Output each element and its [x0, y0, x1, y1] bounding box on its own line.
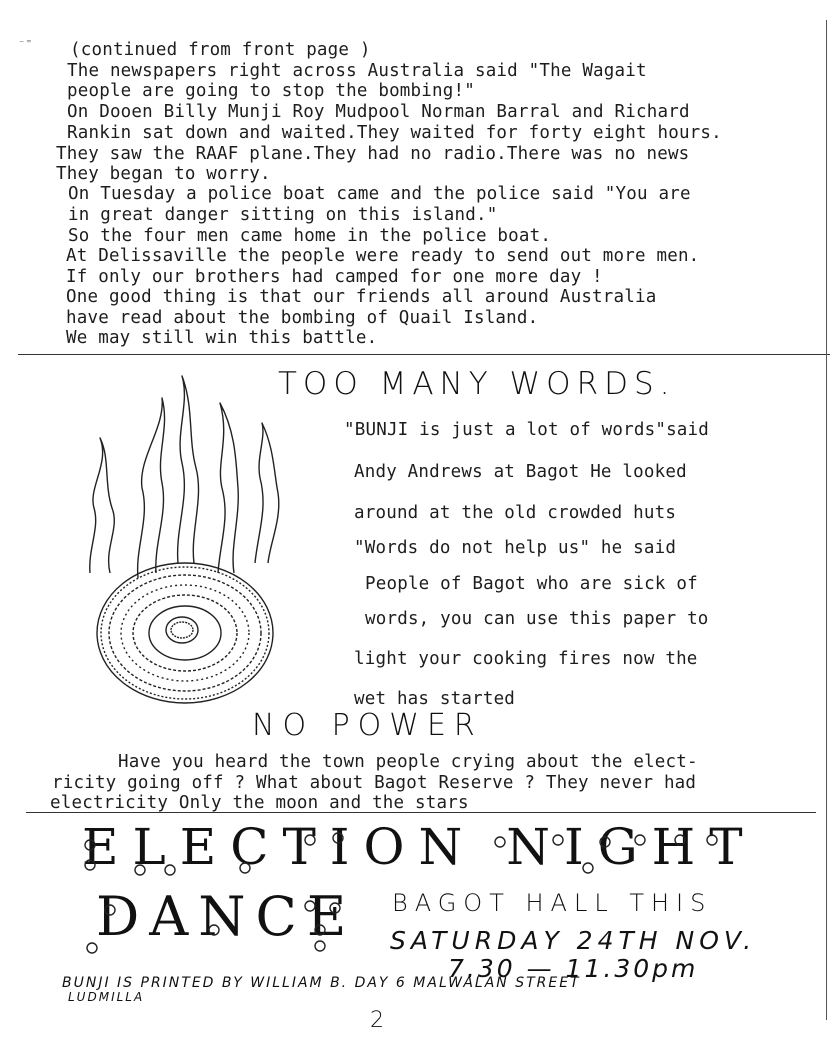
article-line: light your cooking fires now the — [354, 649, 698, 669]
article-line: If only our brothers had camped for one more day ! — [66, 267, 603, 287]
article-line: One good thing is that our friends all around Australia — [66, 287, 657, 307]
article-line: They saw the RAAF plane.They had no radio.There was no news — [56, 144, 690, 164]
flame-wheel-illustration — [70, 368, 310, 728]
article-line: At Delissaville the people were ready to send out more men. — [66, 246, 700, 266]
section-heading: TOO MANY WORDS. — [278, 366, 676, 402]
date-text: SATURDAY 24TH NOV. — [390, 926, 757, 955]
article-line: "Words do not help us" he said — [354, 538, 677, 558]
article-line: have read about the bombing of Quail Island. — [66, 308, 539, 328]
ink-speck: ⁻⁼ — [18, 36, 33, 50]
article-line: (continued from front page ) — [70, 40, 371, 60]
article-line: "BUNJI is just a lot of words"said — [344, 420, 710, 440]
article-line: electricity Only the moon and the stars — [50, 793, 469, 813]
article-line: people are going to stop the bombing!" — [67, 81, 475, 101]
article-line: ricity going off ? What about Bagot Reserve ? They never had — [52, 773, 697, 793]
dance-title-line: DANCE — [96, 885, 357, 948]
article-line: around at the old crowded huts — [354, 503, 677, 523]
article-line: Andy Andrews at Bagot He looked — [354, 462, 687, 482]
article-line: The newspapers right across Australia said "The Wagait — [67, 61, 647, 81]
article-line: words, you can use this paper to — [365, 609, 709, 629]
article-line: They began to worry. — [56, 164, 271, 184]
section-heading: NO POWER — [252, 708, 483, 743]
article-line: On Tuesday a police boat came and the police said "You are — [68, 184, 691, 204]
article-line: So the four men came home in the police boat. — [68, 226, 552, 246]
section-divider — [18, 354, 830, 355]
article-line: On Dooen Billy Munji Roy Mudpool Norman Barral and Richard — [67, 102, 690, 122]
article-line: in great danger sitting on this island." — [68, 205, 498, 225]
printer-credit-line: LUDMILLA — [68, 990, 145, 1004]
venue-text: BAGOT HALL THIS — [392, 889, 713, 917]
article-line: Have you heard the town people crying about the elect- — [118, 752, 698, 772]
page-number: 2 — [370, 1008, 384, 1033]
section-divider — [26, 812, 816, 813]
dance-title-line: ELECTION NIGHT — [82, 818, 757, 876]
printer-credit-line: BUNJI IS PRINTED BY WILLIAM B. DAY 6 MALWALAN STREET — [62, 975, 581, 991]
page-edge-line — [826, 20, 827, 1020]
article-line: Rankin sat down and waited.They waited for forty eight hours. — [67, 123, 722, 143]
article-line: We may still win this battle. — [66, 328, 378, 348]
article-line: People of Bagot who are sick of — [365, 574, 698, 594]
article-line: wet has started — [354, 689, 516, 709]
time-text: 7.30 — 11.30pm — [448, 954, 699, 983]
